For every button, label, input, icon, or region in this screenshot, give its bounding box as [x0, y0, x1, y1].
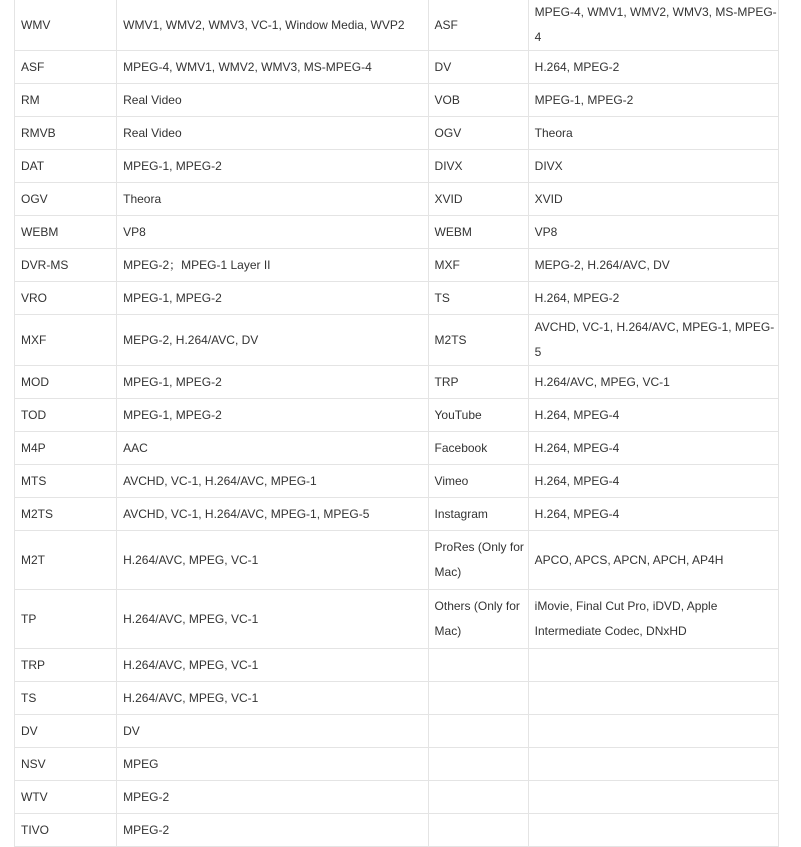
codec-cell: DIVX [528, 150, 778, 183]
table-row [15, 590, 779, 649]
table-row [15, 249, 779, 282]
format-cell: WEBM [428, 216, 528, 249]
table-row [15, 150, 779, 183]
codec-cell: AVCHD, VC-1, H.264/AVC, MPEG-1, MPEG-5 [117, 498, 428, 531]
format-cell: OGV [428, 117, 528, 150]
codec-cell: MPEG-1, MPEG-2 [528, 84, 778, 117]
format-cell: MXF [428, 249, 528, 282]
format-cell: M2TS [15, 498, 117, 531]
format-cell: TOD [15, 399, 117, 432]
table-row [15, 366, 779, 399]
format-cell [428, 682, 528, 715]
codec-cell: H.264/AVC, MPEG, VC-1 [117, 682, 428, 715]
format-cell: TRP [428, 366, 528, 399]
codec-cell: H.264, MPEG-2 [528, 51, 778, 84]
format-cell: YouTube [428, 399, 528, 432]
codec-cell [528, 649, 778, 682]
format-cell: DV [428, 51, 528, 84]
codec-cell: H.264, MPEG-4 [528, 432, 778, 465]
codec-cell: VP8 [117, 216, 428, 249]
format-cell: TS [15, 682, 117, 715]
formats-table-body [15, 0, 779, 847]
format-cell [428, 781, 528, 814]
format-cell: DVR-MS [15, 249, 117, 282]
format-cell: WEBM [15, 216, 117, 249]
format-cell: M4P [15, 432, 117, 465]
table-row [15, 183, 779, 216]
format-cell: OGV [15, 183, 117, 216]
table-row [15, 399, 779, 432]
format-cell: VOB [428, 84, 528, 117]
codec-cell: Theora [528, 117, 778, 150]
format-cell: Vimeo [428, 465, 528, 498]
table-row [15, 465, 779, 498]
table-row [15, 814, 779, 847]
codec-cell: H.264/AVC, MPEG, VC-1 [117, 590, 428, 649]
format-cell: ProRes (Only for Mac) [428, 531, 528, 590]
format-cell: RM [15, 84, 117, 117]
codec-cell: H.264/AVC, MPEG, VC-1 [117, 531, 428, 590]
table-row [15, 0, 779, 51]
table-row [15, 649, 779, 682]
format-cell: XVID [428, 183, 528, 216]
table-row [15, 715, 779, 748]
codec-cell: AVCHD, VC-1, H.264/AVC, MPEG-1, MPEG-5 [528, 315, 778, 366]
table-row [15, 498, 779, 531]
codec-cell: WMV1, WMV2, WMV3, VC-1, Window Media, WVP2 [117, 0, 428, 51]
codec-cell: Theora [117, 183, 428, 216]
table-row [15, 682, 779, 715]
format-cell: VRO [15, 282, 117, 315]
codec-cell: Real Video [117, 84, 428, 117]
format-cell: ASF [15, 51, 117, 84]
format-cell: Instagram [428, 498, 528, 531]
codec-cell: H.264, MPEG-2 [528, 282, 778, 315]
formats-table [14, 0, 779, 847]
format-cell: TS [428, 282, 528, 315]
format-cell: TRP [15, 649, 117, 682]
codec-cell: MPEG-1, MPEG-2 [117, 399, 428, 432]
codec-cell: iMovie, Final Cut Pro, iDVD, Apple Intermediate Codec, DNxHD [528, 590, 778, 649]
codec-cell: MPEG-1, MPEG-2 [117, 366, 428, 399]
format-cell: WTV [15, 781, 117, 814]
format-cell: DIVX [428, 150, 528, 183]
table-row [15, 432, 779, 465]
codec-cell: H.264, MPEG-4 [528, 465, 778, 498]
format-cell [428, 748, 528, 781]
codec-cell: MPEG-4, WMV1, WMV2, WMV3, MS-MPEG-4 [528, 0, 778, 51]
codec-cell: MPEG-2 [117, 781, 428, 814]
codec-cell [528, 715, 778, 748]
codec-cell: MPEG-1, MPEG-2 [117, 282, 428, 315]
codec-cell: H.264, MPEG-4 [528, 498, 778, 531]
table-row [15, 84, 779, 117]
codec-cell [528, 814, 778, 847]
codec-cell: AAC [117, 432, 428, 465]
table-row [15, 531, 779, 590]
format-cell: TP [15, 590, 117, 649]
codec-cell: H.264/AVC, MPEG, VC-1 [528, 366, 778, 399]
format-cell: TIVO [15, 814, 117, 847]
format-cell: ASF [428, 0, 528, 51]
codec-cell: APCO, APCS, APCN, APCH, AP4H [528, 531, 778, 590]
format-cell [428, 814, 528, 847]
codec-cell [528, 781, 778, 814]
codec-cell: MPEG-1, MPEG-2 [117, 150, 428, 183]
codec-cell: H.264, MPEG-4 [528, 399, 778, 432]
codec-cell: Real Video [117, 117, 428, 150]
format-cell: MXF [15, 315, 117, 366]
codec-cell [528, 748, 778, 781]
codec-cell: MPEG-2；MPEG-1 Layer II [117, 249, 428, 282]
codec-cell: MPEG [117, 748, 428, 781]
codec-cell: H.264/AVC, MPEG, VC-1 [117, 649, 428, 682]
table-row [15, 216, 779, 249]
table-row [15, 748, 779, 781]
format-cell: DAT [15, 150, 117, 183]
codec-cell: AVCHD, VC-1, H.264/AVC, MPEG-1 [117, 465, 428, 498]
format-cell [428, 715, 528, 748]
format-cell: Facebook [428, 432, 528, 465]
format-cell: RMVB [15, 117, 117, 150]
codec-cell: DV [117, 715, 428, 748]
table-row [15, 781, 779, 814]
table-row [15, 315, 779, 366]
format-cell: MOD [15, 366, 117, 399]
format-cell: NSV [15, 748, 117, 781]
codec-cell: MPEG-4, WMV1, WMV2, WMV3, MS-MPEG-4 [117, 51, 428, 84]
codec-cell: MEPG-2, H.264/AVC, DV [117, 315, 428, 366]
codec-cell: MEPG-2, H.264/AVC, DV [528, 249, 778, 282]
codec-cell: XVID [528, 183, 778, 216]
table-row [15, 282, 779, 315]
format-cell: WMV [15, 0, 117, 51]
format-cell: M2T [15, 531, 117, 590]
table-row [15, 51, 779, 84]
format-cell: MTS [15, 465, 117, 498]
table-row [15, 117, 779, 150]
format-cell: DV [15, 715, 117, 748]
codec-cell [528, 682, 778, 715]
codec-cell: MPEG-2 [117, 814, 428, 847]
codec-cell: VP8 [528, 216, 778, 249]
format-cell: M2TS [428, 315, 528, 366]
format-cell [428, 649, 528, 682]
format-cell: Others (Only for Mac) [428, 590, 528, 649]
